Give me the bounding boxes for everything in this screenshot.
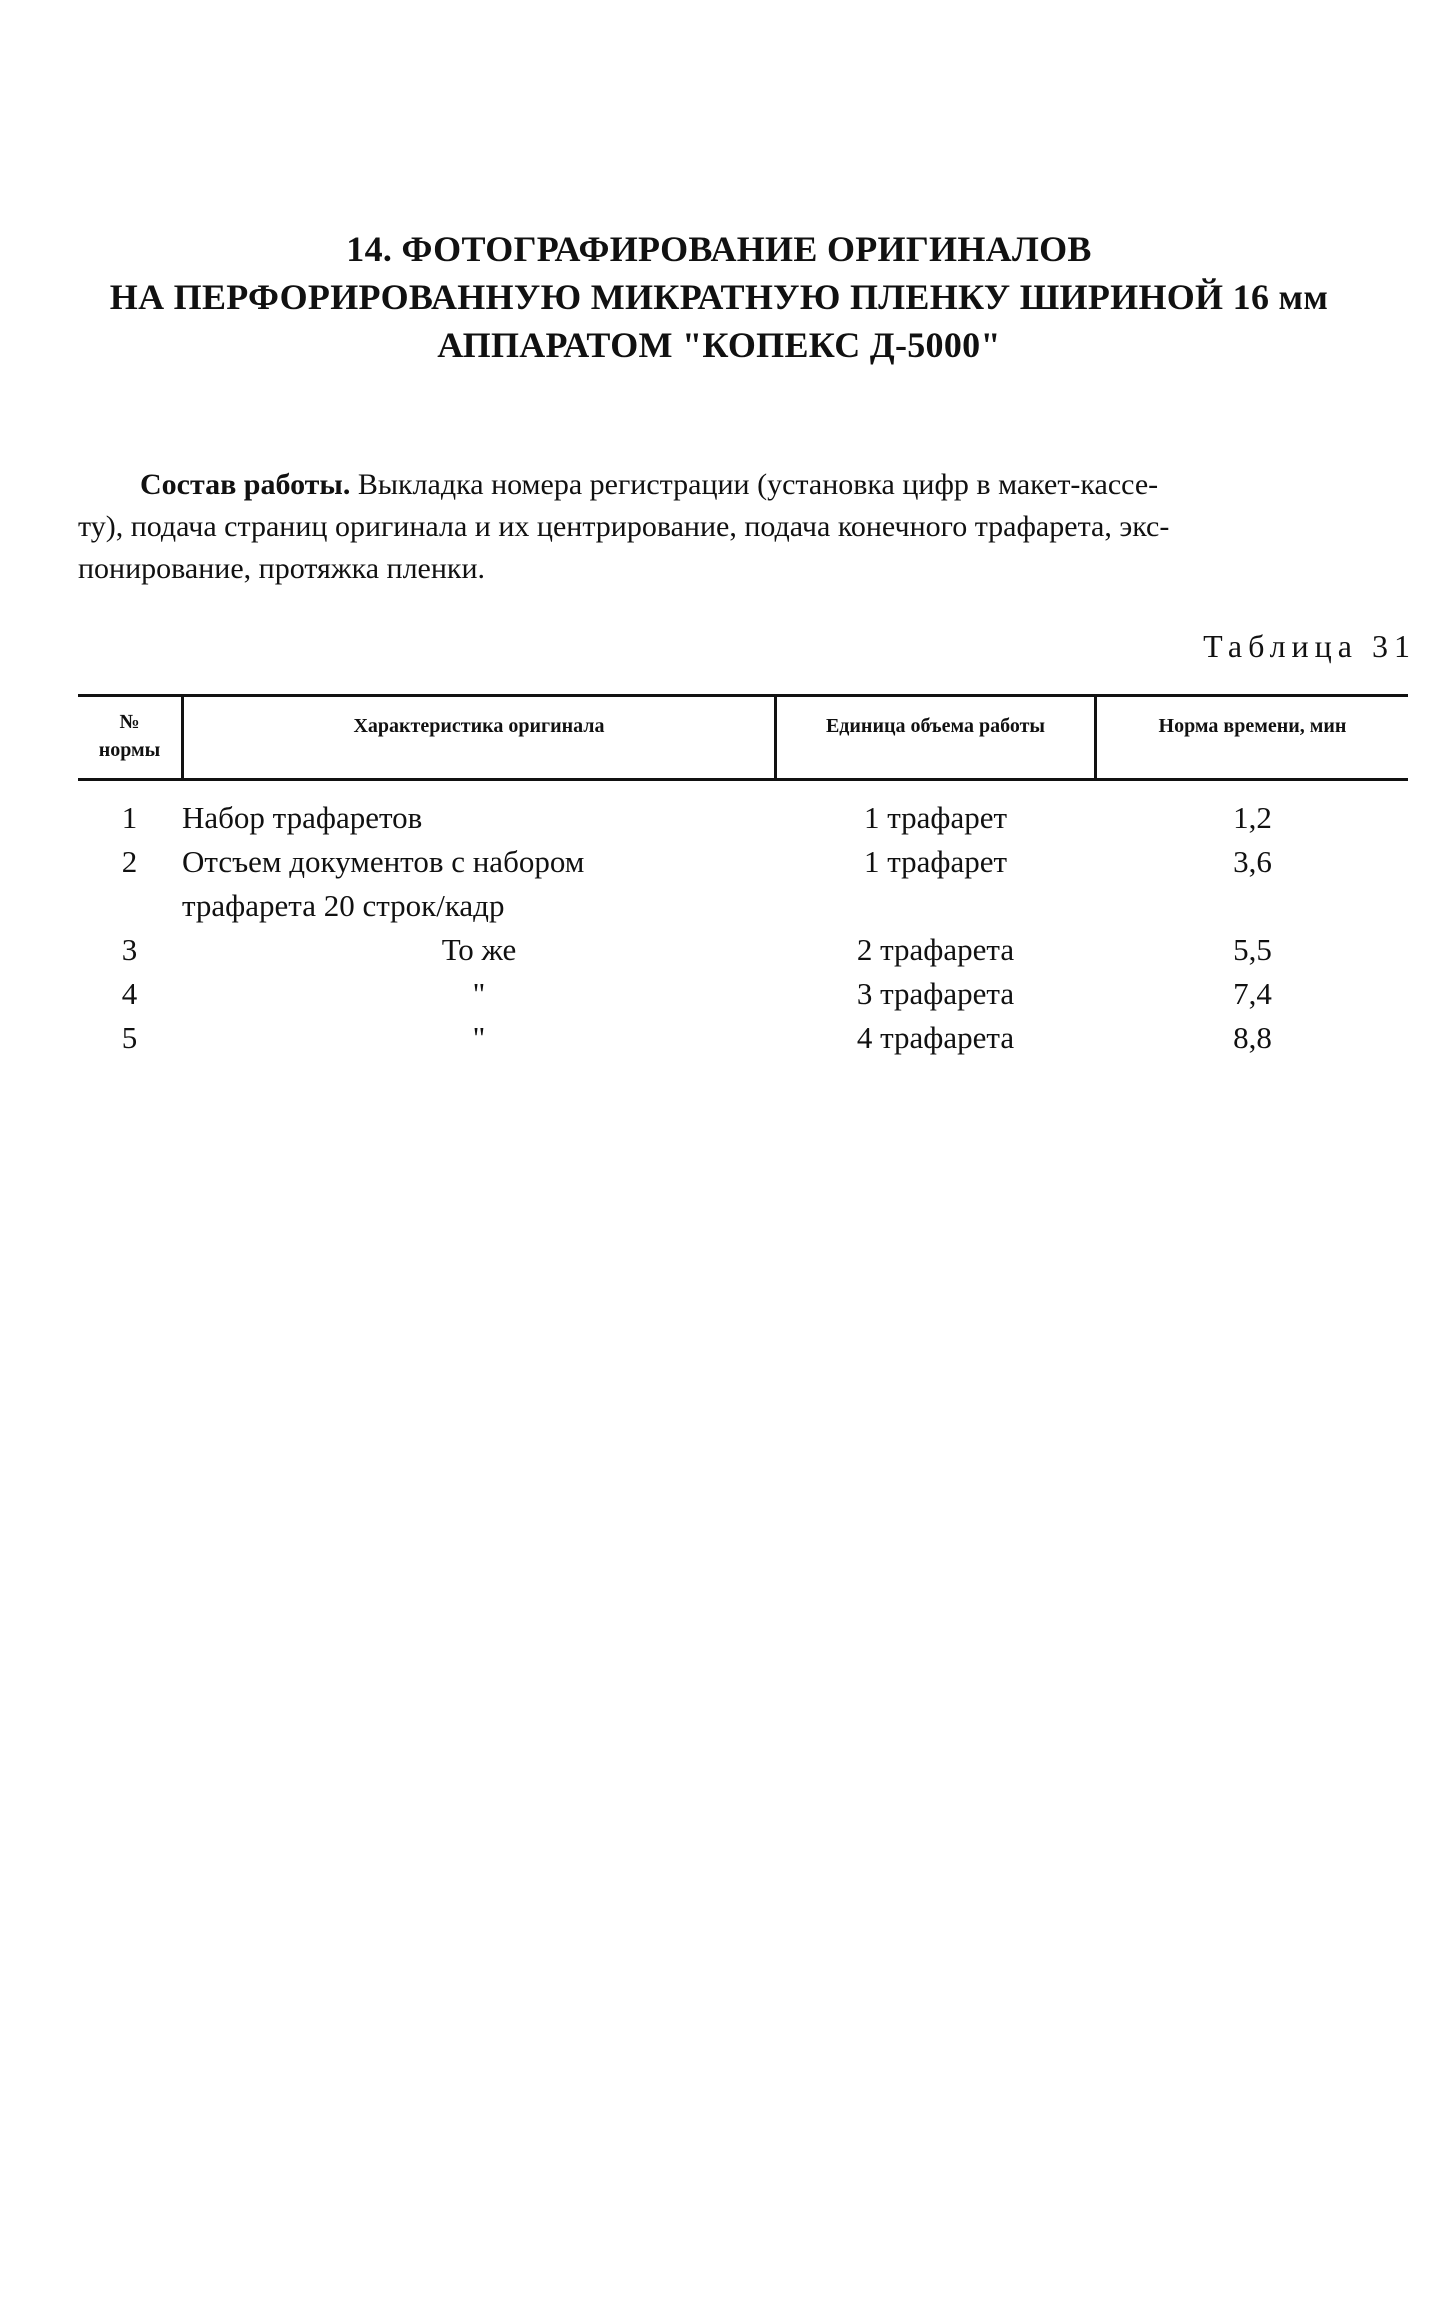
header-characteristic: Характеристика оригинала — [353, 715, 605, 737]
section-title-line-1: 14. ФОТОГРАФИРОВАНИЕ ОРИГИНАЛОВ — [346, 229, 1092, 269]
row-unit: 1 трафарет — [863, 844, 1008, 879]
row-unit: 3 трафарета — [856, 976, 1015, 1011]
row-number: 5 — [121, 1020, 138, 1055]
row-unit: 4 трафарета — [856, 1020, 1015, 1055]
work-description-lead: Состав работы. — [140, 468, 351, 501]
header-norm-number-word: нормы — [98, 739, 161, 761]
row-unit: 2 трафарета — [856, 932, 1015, 967]
row-norm: 5,5 — [1233, 932, 1272, 967]
work-description-line-2: ту), подача страниц оригинала и их центрирование, подача конечного трафарета, экс- — [78, 510, 1170, 543]
row-number: 3 — [121, 932, 138, 967]
row-characteristic: Набор трафаретов — [182, 800, 423, 835]
work-description-line-1 — [140, 468, 1158, 502]
header-norm-time: Норма времени, мин — [1158, 715, 1347, 737]
row-norm: 1,2 — [1233, 800, 1272, 835]
table-caption: Таблица 31 — [1203, 628, 1416, 664]
row-characteristic: То же — [441, 932, 517, 967]
row-unit: 1 трафарет — [863, 800, 1008, 835]
row-number: 1 — [121, 800, 138, 835]
header-norm-number-sign: № — [119, 711, 140, 733]
row-characteristic-continued: трафарета 20 строк/кадр — [182, 888, 505, 923]
header-norm-number — [78, 708, 181, 764]
row-norm: 7,4 — [1233, 976, 1272, 1011]
row-number: 4 — [121, 976, 138, 1011]
header-unit: Единица объема работы — [825, 715, 1046, 737]
work-description-text: Выкладка номера регистрации (установка цифр в макет-кассе- — [350, 468, 1159, 501]
section-title-line-3: АППАРАТОМ "КОПЕКС Д-5000" — [437, 325, 1001, 365]
row-characteristic: Отсъем документов с набором — [182, 844, 585, 879]
row-characteristic-ditto: " — [472, 1020, 486, 1055]
section-title-line-2: НА ПЕРФОРИРОВАННУЮ МИКРАТНУЮ ПЛЕНКУ ШИРИНОЙ 16 мм — [109, 277, 1329, 317]
table-header-rule — [78, 778, 1408, 781]
row-norm: 3,6 — [1233, 844, 1272, 879]
table-top-rule — [78, 694, 1408, 697]
row-number: 2 — [121, 844, 138, 879]
row-norm: 8,8 — [1233, 1020, 1272, 1055]
work-description-line-3: понирование, протяжка пленки. — [78, 552, 486, 585]
row-characteristic-ditto: " — [472, 976, 486, 1011]
